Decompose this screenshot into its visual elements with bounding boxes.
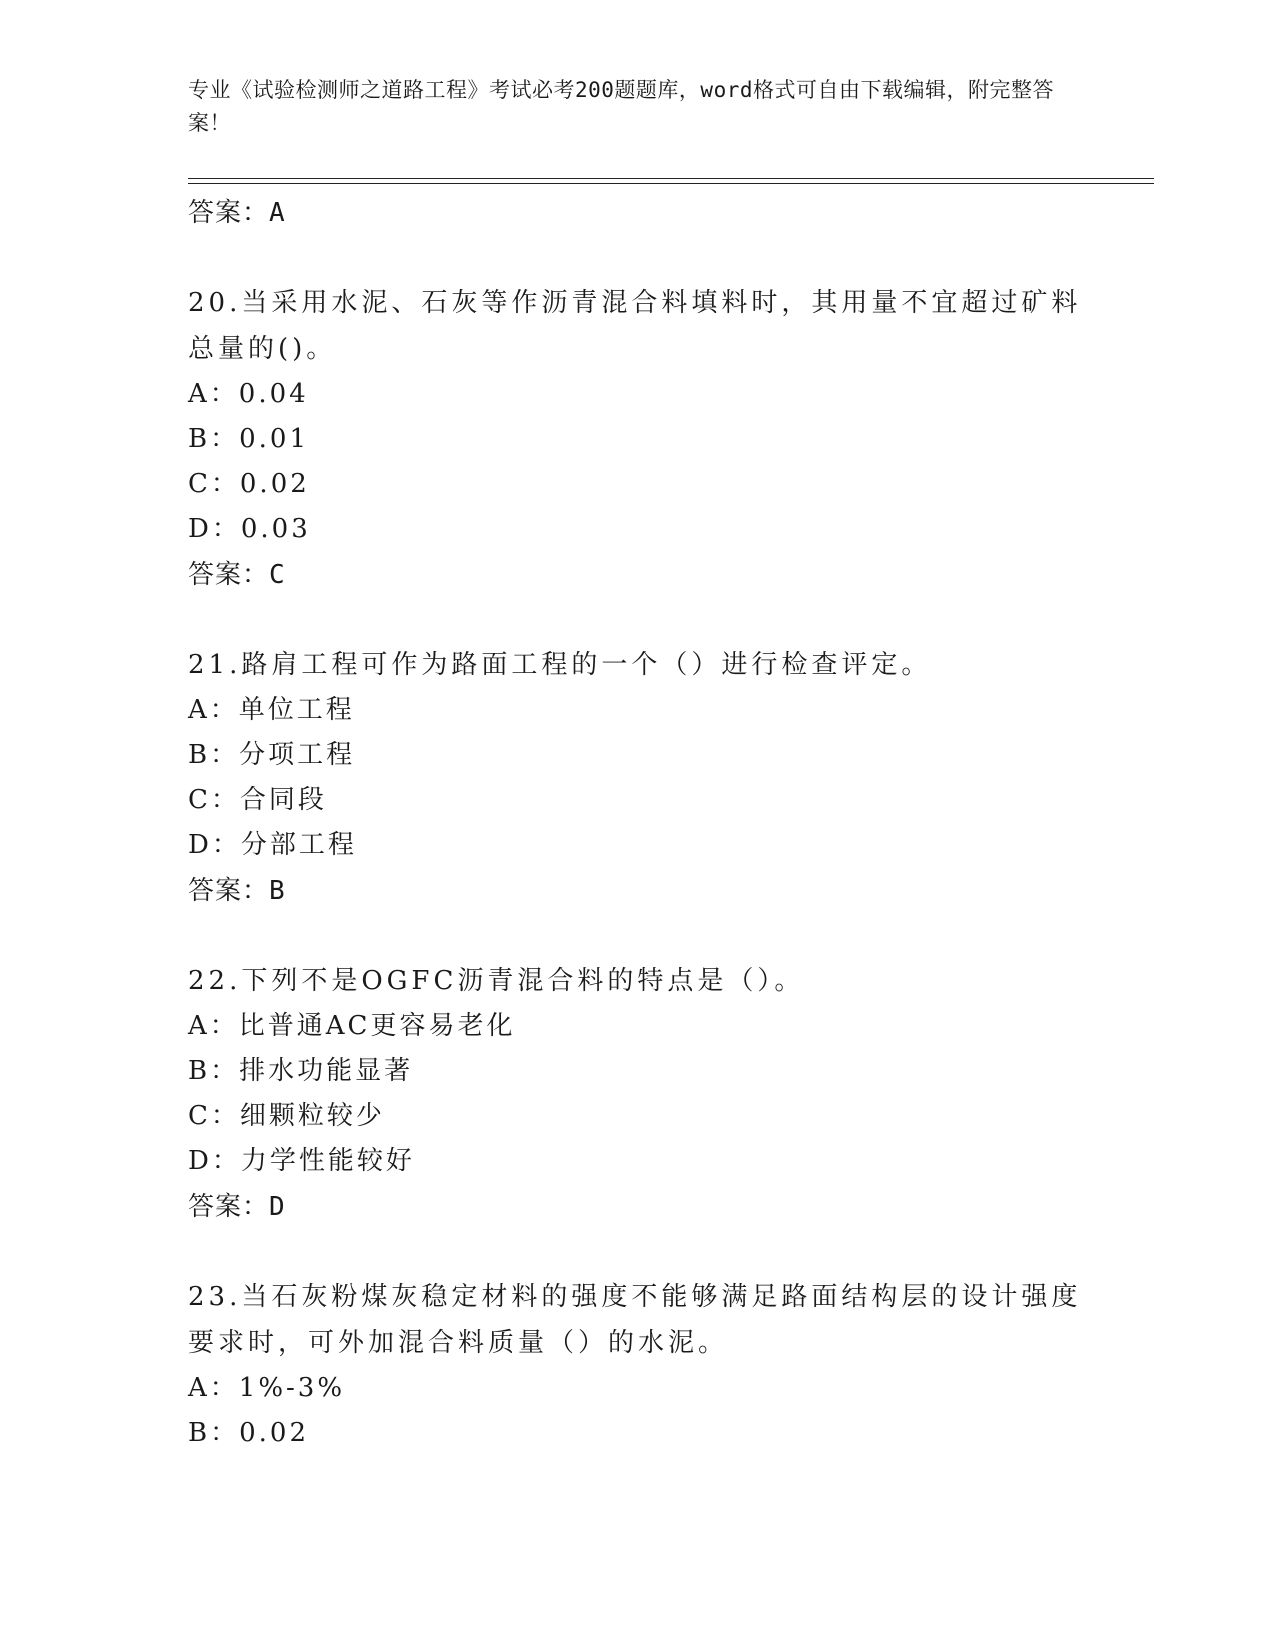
question-stem: 22.下列不是OGFC沥青混合料的特点是（）。 [188, 966, 805, 996]
option-a: A：单位工程 [188, 695, 355, 725]
option-c: C：细颗粒较少 [188, 1101, 385, 1131]
answer-label: 答案： [188, 1192, 270, 1222]
answer-line [188, 868, 1108, 914]
option-d: D：力学性能较好 [188, 1146, 415, 1176]
answer-label: 答案： [188, 198, 270, 228]
answer-line [188, 190, 1108, 236]
option-d: D：分部工程 [188, 830, 357, 860]
answer-label: 答案： [188, 876, 270, 906]
answer-value: C [269, 560, 286, 590]
spacer [188, 1230, 1108, 1274]
answer-label: 答案： [188, 560, 270, 590]
question-stem: 23.当石灰粉煤灰稳定材料的强度不能够满足路面结构层的设计强度要求时，可外加混合料质量（）的水泥。 [188, 1282, 1082, 1358]
question-stem: 20.当采用水泥、石灰等作沥青混合料填料时，其用量不宜超过矿料总量的()。 [188, 288, 1082, 364]
option-b: B：排水功能显著 [188, 1056, 414, 1086]
option-c: C：合同段 [188, 785, 327, 815]
question-20 [188, 280, 1108, 598]
header-rule-top [188, 178, 1154, 179]
option-b: B：0.02 [188, 1418, 309, 1448]
spacer [188, 598, 1108, 642]
question-23 [188, 1274, 1108, 1456]
answer-value: B [269, 876, 286, 906]
option-d: D：0.03 [188, 514, 311, 544]
spacer [188, 914, 1108, 958]
spacer [188, 236, 1108, 280]
document-body [188, 190, 1108, 1456]
option-b: B：0.01 [188, 424, 309, 454]
question-22 [188, 958, 1108, 1230]
question-stem: 21.路肩工程可作为路面工程的一个（）进行检查评定。 [188, 650, 932, 680]
option-a: A：1%-3% [188, 1373, 346, 1403]
option-a: A：比普通AC更容易老化 [188, 1011, 516, 1041]
answer-line [188, 1184, 1108, 1230]
answer-value: D [269, 1192, 286, 1222]
option-c: C：0.02 [188, 469, 310, 499]
option-a: A：0.04 [188, 379, 309, 409]
answer-value: A [269, 198, 286, 228]
header-rule-bottom [188, 183, 1154, 184]
document-header: 专业《试验检测师之道路工程》考试必考200题题库，word格式可自由下载编辑，附完整答案！ [188, 78, 1054, 135]
answer-line [188, 552, 1108, 598]
option-b: B：分项工程 [188, 740, 356, 770]
question-21 [188, 642, 1108, 914]
